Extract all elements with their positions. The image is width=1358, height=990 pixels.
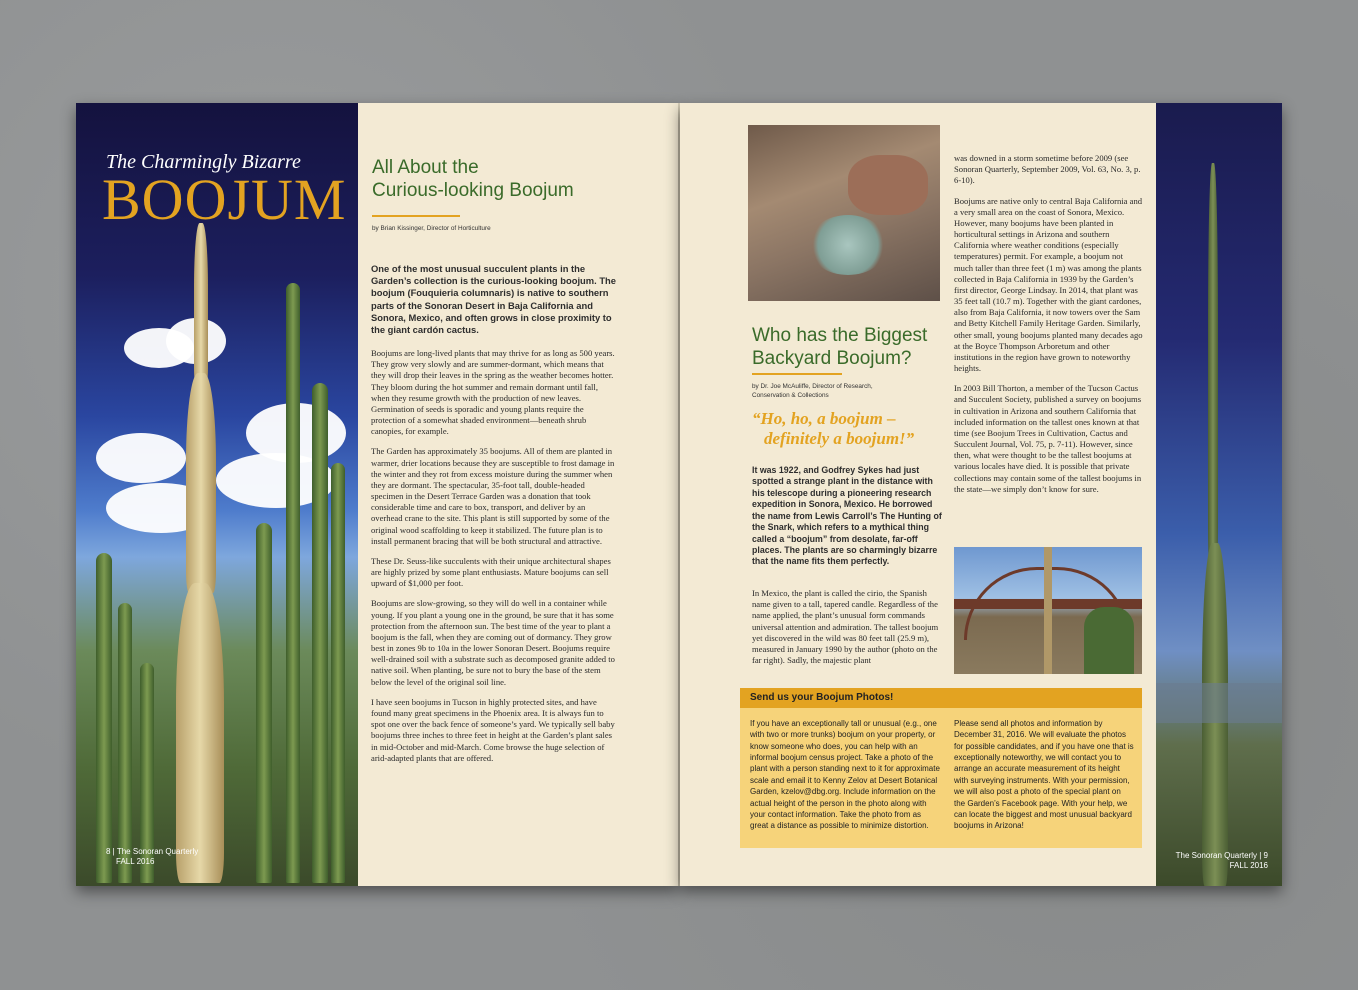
article-title-2-line-1: Who has the Biggest (752, 325, 928, 346)
byline-2 (752, 383, 873, 401)
article-title-line-1: All About the (372, 157, 479, 178)
pull-quote (752, 409, 914, 450)
body-paragraph: Boojums are native only to central Baja California and a very small area on the coast of Sonora, Mexico. However, many boojums have been planted in horticultural settings in Arizona and southern California where weather conditions (especially temperatures) permit. For example, a boojum not much taller than three feet (1 m) was among the plants collected in Baja California in 1939 by the Garden’s first director, George Lindsay. In 2014, that plant was 35 feet tall (10.7 m). Together with the giant cardones, also from Baja California, it now towers over the Sam and Betty Kitchell Family Heritage Garden. Similarly, other small, young boojums planted many decades ago at the Boyce Thompson Arboretum and other institutions in the region have grown to noteworthy heights. (954, 195, 1143, 374)
boojum-landscape-photo (76, 103, 358, 886)
photo-submission-callout (740, 688, 1142, 848)
byline-2-line-2: Conservation & Collections (752, 391, 829, 399)
right-page (680, 103, 1282, 886)
body-paragraph: In 2003 Bill Thorton, a member of the Tucson Cactus and Succulent Society, published a survey on boojums in cultivation in Arizona and southern California that included information on the tallest ones known at that time (see Boojum Trees in Cultivation, Cactus and Succulent Journal, Vol. 75, p. 7-11). However, since then, what were thought to be the tallest boojums at various locales have died. It is possible that private collections may contain some of the tallest boojums in the state—we simply don’t know for sure. (954, 383, 1142, 494)
left-page (76, 103, 678, 886)
page-number: 8 (106, 847, 111, 856)
pull-quote-line-2: definitely a boojum!” (764, 429, 915, 449)
left-folio: 8 | The Sonoran Quarterly FALL 2016 (106, 847, 199, 866)
title-rule-2 (752, 373, 842, 375)
mid-paragraph: In Mexico, the plant is called the cirio, the Spanish name given to a tall, tapered candle. Regardless of the name applied, the plant’s unusual form commands universal attention and admiration. The tallest boojum yet discovered in the wild was 80 feet tall (25.9 m), measured in January 1990 by the author (photo on the far right). Sadly, the majestic plant (752, 588, 939, 666)
article-title-2-line-2: Backyard Boojum? (752, 347, 912, 369)
title-rule (372, 215, 460, 217)
lead-paragraph-2: It was 1922, and Godfrey Sykes had just spotted a strange plant in the distance with his telescope during a pioneering research expedition in Sonora, Mexico. He borrowed the name from Lewis Carroll’s The Hunting of the Snark, which refers to a mythical thing called a “boojum” from desolate, far-off places. The plants are so charmingly bizarre that the name fits them perfectly. (752, 465, 942, 567)
issue-label: FALL 2016 (1229, 860, 1268, 870)
body-paragraph: The Garden has approximately 35 boojums. All of them are planted in warmer, drier locations because they are susceptible to frost damage in the winter and they rot from excess moisture during the summer when they are dormant. The spectacular, 35-foot tall, double-headed specimen in the Desert Terrace Garden was a donation that took considerable time and care to box, transport, and deliver by an overhead crane to the site. This plant is still supported by some of the original wood scaffolding to keep it stabilized. The future plan is to install permanent bracing that will be both structural and attractive. (371, 446, 615, 546)
article-title (372, 157, 574, 203)
callout-text-left: If you have an exceptionally tall or unusual (e.g., one with two or more trunks) boojum on your property, or know someone who does, you can help with an informal boojum census project. Take a photo of the plant with a person standing next to it for approximate scale and email it to Kenny Zelov at Desert Botanical Garden, kzelov@dbg.org. Include information on the actual height of the person in the photo along with your contact information. Take the photo from as great a distance as possible to minimize distortion. (750, 719, 940, 831)
right-column-body (954, 153, 1144, 504)
issue-label: FALL 2016 (116, 856, 155, 866)
publication-name: The Sonoran Quarterly (1175, 851, 1258, 860)
callout-title: Send us your Boojum Photos! (750, 692, 894, 703)
tallest-boojum-photo (1156, 103, 1282, 886)
page-number: 9 (1263, 851, 1268, 860)
right-folio: The Sonoran Quarterly | 9 FALL 2016 (1175, 851, 1268, 870)
body-paragraph: Boojums are slow-growing, so they will do well in a container while young. If you plant a young one in the ground, be sure that it has some protection from the afternoon sun. The best time of the year to plant a boojum is the fall, when they are coming out of dormancy. They grow best in zones 9b to 10a in the lower Sonoran Desert. Boojums require well-drained soil with a substrate such as decomposed granite added to native soil. When planting, be sure not to bury the base of the stem below the level of the original soil line. (371, 598, 615, 687)
pull-quote-line-1: “Ho, ho, a boojum – (752, 409, 896, 428)
byline-2-line-1: by Dr. Joe McAuliffe, Director of Research, (752, 383, 873, 390)
article-body (371, 348, 617, 773)
garden-bridge-photo (954, 547, 1142, 674)
body-paragraph: Boojums are long-lived plants that may thrive for as long as 500 years. They grow very slowly and are summer-dormant, which means that they will drop their leaves in the spring as the weather becomes hotter. They bloom during the hot summer and remain dormant until fall, when they resume growth with the production of new leaves. Germination of seeds is sporadic and young plants require the protection of a somewhat shaded environment—beneath shrub canopies, for example. (371, 348, 615, 437)
body-paragraph: was downed in a storm sometime before 2009 (see Sonoran Quarterly, September 2009, Vol. 63, No. 3, p. 6-10). (954, 153, 1141, 186)
article-title-2 (752, 325, 927, 371)
callout-text-right: Please send all photos and information by December 31, 2016. We will evaluate the photos for possible candidates, and if you have one that is exceptionally noteworthy, we will contact you to arrange an accurate measurement of its height with surveying instruments. With your permission, we will also post a photo of the special plant on the Garden’s Facebook page. With your help, we can locate the biggest and most unusual backyard boojums in Arizona! (954, 719, 1134, 831)
young-boojum-photo (748, 125, 940, 301)
lead-paragraph: One of the most unusual succulent plants in the Garden’s collection is the curious-looking boojum. The boojum (Fouquieria columnaris) is native to southern parts of the Sonoran Desert in Baja California and Sonora, Mexico, and often grows in close proximity to the giant cardón cactus. (371, 263, 616, 336)
article-title-line-2: Curious-looking Boojum (372, 179, 574, 201)
publication-name: The Sonoran Quarterly (116, 847, 199, 856)
body-paragraph: These Dr. Seuss-like succulents with their unique architectural shapes are highly prized by some plant enthusiasts. Mature boojums can sell upward of $1,000 per foot. (371, 555, 611, 589)
byline: by Brian Kissinger, Director of Horticulture (372, 225, 491, 232)
feature-title: BOOJUM (102, 167, 347, 232)
body-paragraph: I have seen boojums in Tucson in highly protected sites, and have found many great specimens in the Phoenix area. It is always fun to spot one over the back fence of someone’s yard. We typically sell baby boojums three inches to three feet in height at the Garden’s plant sales in mid-October and mid-March. Come browse the huge selection of arid-adapted plants that are offered. (371, 696, 615, 763)
feature-kicker: The Charmingly Bizarre (106, 151, 301, 173)
